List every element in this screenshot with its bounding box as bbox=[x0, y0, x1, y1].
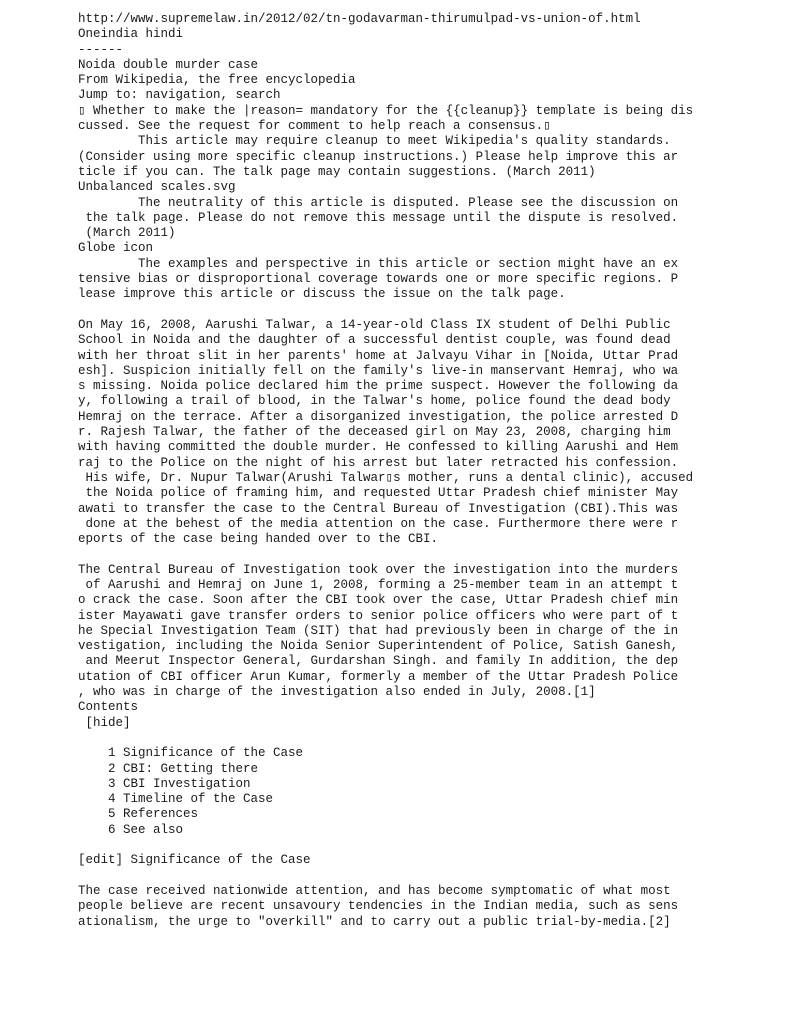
paragraph-line: The Central Bureau of Investigation took over the investigation into the murders bbox=[78, 562, 679, 577]
blank-line bbox=[78, 869, 718, 884]
paragraph-line: On May 16, 2008, Aarushi Talwar, a 14-year-old Class IX student of Delhi Public bbox=[78, 317, 671, 332]
scales-icon-alt-text: Unbalanced scales.svg bbox=[78, 180, 236, 195]
globe-icon-alt-text: Globe icon bbox=[78, 241, 154, 256]
contents-hide-toggle[interactable]: [hide] bbox=[78, 715, 131, 730]
cleanup-notice-line: ▯ Whether to make the |reason= mandatory for the {{cleanup}} template is being dis bbox=[78, 103, 694, 118]
cleanup-notice-line: ticle if you can. The talk page may contain suggestions. (March 2011) bbox=[78, 164, 596, 179]
site-name: Oneindia hindi bbox=[78, 27, 184, 42]
perspective-notice-line: lease improve this article or discuss the issue on the talk page. bbox=[78, 287, 566, 302]
blank-line bbox=[78, 838, 718, 853]
paragraph-line: Hemraj on the terrace. After a disorganized investigation, the police arrested D bbox=[78, 409, 679, 424]
paragraph-line: with her throat slit in her parents' home at Jalvayu Vihar in [Noida, Uttar Prad bbox=[78, 348, 679, 363]
jump-to-line: Jump to: navigation, search bbox=[78, 88, 281, 103]
toc-item-references[interactable]: 5 References bbox=[78, 807, 199, 822]
paragraph-line: raj to the Police on the night of his arrest but later retracted his confession. bbox=[78, 455, 679, 470]
neutrality-notice-line: the talk page. Please do not remove this message until the dispute is resolved. bbox=[78, 210, 679, 225]
paragraph-line: utation of CBI officer Arun Kumar, formerly a member of the Uttar Pradesh Police bbox=[78, 669, 679, 684]
paragraph-line: and Meerut Inspector General, Gurdarshan Singh. and family In addition, the dep bbox=[78, 654, 679, 669]
toc-item-significance[interactable]: 1 Significance of the Case bbox=[78, 746, 304, 761]
paragraph-line: y, following a trail of blood, in the Talwar's home, police found the dead body bbox=[78, 394, 671, 409]
paragraph-line: School in Noida and the daughter of a successful dentist couple, was found dead bbox=[78, 333, 671, 348]
neutrality-notice-line: The neutrality of this article is disputed. Please see the discussion on bbox=[78, 195, 679, 210]
blank-line bbox=[78, 731, 718, 746]
contents-heading: Contents bbox=[78, 700, 139, 715]
article-source: From Wikipedia, the free encyclopedia bbox=[78, 73, 356, 88]
paragraph-line: o crack the case. Soon after the CBI took over the case, Uttar Pradesh chief min bbox=[78, 593, 679, 608]
paragraph-line: the Noida police of framing him, and requested Uttar Pradesh chief minister May bbox=[78, 486, 679, 501]
toc-item-see-also[interactable]: 6 See also bbox=[78, 822, 184, 837]
cleanup-notice-line: cussed. See the request for comment to help reach a consensus.▯ bbox=[78, 119, 551, 134]
document-text bbox=[78, 12, 718, 930]
paragraph-line: r. Rajesh Talwar, the father of the deceased girl on May 23, 2008, charging him bbox=[78, 425, 671, 440]
blank-line bbox=[78, 303, 718, 318]
paragraph-line: ationalism, the urge to "overkill" and to carry out a public trial-by-media.[2] bbox=[78, 914, 671, 929]
section-heading-significance: [edit] Significance of the Case bbox=[78, 853, 311, 868]
paragraph-line: awati to transfer the case to the Central Bureau of Investigation (CBI).This was bbox=[78, 501, 679, 516]
paragraph-line: s missing. Noida police declared him the prime suspect. However the following da bbox=[78, 379, 679, 394]
cleanup-notice-line: (Consider using more specific cleanup instructions.) Please help improve this ar bbox=[78, 149, 679, 164]
source-url: http://www.supremelaw.in/2012/02/tn-godavarman-thirumulpad-vs-union-of.html bbox=[78, 12, 641, 26]
paragraph-line: The case received nationwide attention, and has become symptomatic of what most bbox=[78, 883, 671, 898]
toc-item-timeline[interactable]: 4 Timeline of the Case bbox=[78, 792, 274, 807]
paragraph-line: , who was in charge of the investigation also ended in July, 2008.[1] bbox=[78, 685, 596, 700]
paragraph-line: ister Mayawati gave transfer orders to senior police officers who were part of t bbox=[78, 608, 679, 623]
cleanup-notice-line: This article may require cleanup to meet Wikipedia's quality standards. bbox=[78, 134, 671, 149]
paragraph-line: with having committed the double murder. He confessed to killing Aarushi and Hem bbox=[78, 440, 679, 455]
perspective-notice-line: tensive bias or disproportional coverage towards one or more specific regions. P bbox=[78, 272, 679, 287]
toc-item-cbi-investigation[interactable]: 3 CBI Investigation bbox=[78, 776, 251, 791]
paragraph-line: of Aarushi and Hemraj on June 1, 2008, forming a 25-member team in an attempt t bbox=[78, 577, 679, 592]
toc-item-cbi-getting-there[interactable]: 2 CBI: Getting there bbox=[78, 761, 259, 776]
paragraph-line: people believe are recent unsavoury tendencies in the Indian media, such as sens bbox=[78, 899, 679, 914]
article-title: Noida double murder case bbox=[78, 57, 259, 72]
blank-line bbox=[78, 547, 718, 562]
paragraph-line: His wife, Dr. Nupur Talwar(Arushi Talwar▯s mother, runs a dental clinic), accused bbox=[78, 470, 694, 485]
paragraph-line: esh]. Suspicion initially fell on the family's live-in manservant Hemraj, who wa bbox=[78, 363, 679, 378]
neutrality-notice-line: (March 2011) bbox=[78, 226, 176, 241]
paragraph-line: he Special Investigation Team (SIT) that had previously been in charge of the in bbox=[78, 623, 679, 638]
perspective-notice-line: The examples and perspective in this article or section might have an ex bbox=[78, 256, 679, 271]
separator: ------ bbox=[78, 42, 124, 57]
paragraph-line: vestigation, including the Noida Senior Superintendent of Police, Satish Ganesh, bbox=[78, 639, 679, 654]
paragraph-line: done at the behest of the media attention on the case. Furthermore there were r bbox=[78, 516, 679, 531]
paragraph-line: eports of the case being handed over to the CBI. bbox=[78, 532, 439, 547]
